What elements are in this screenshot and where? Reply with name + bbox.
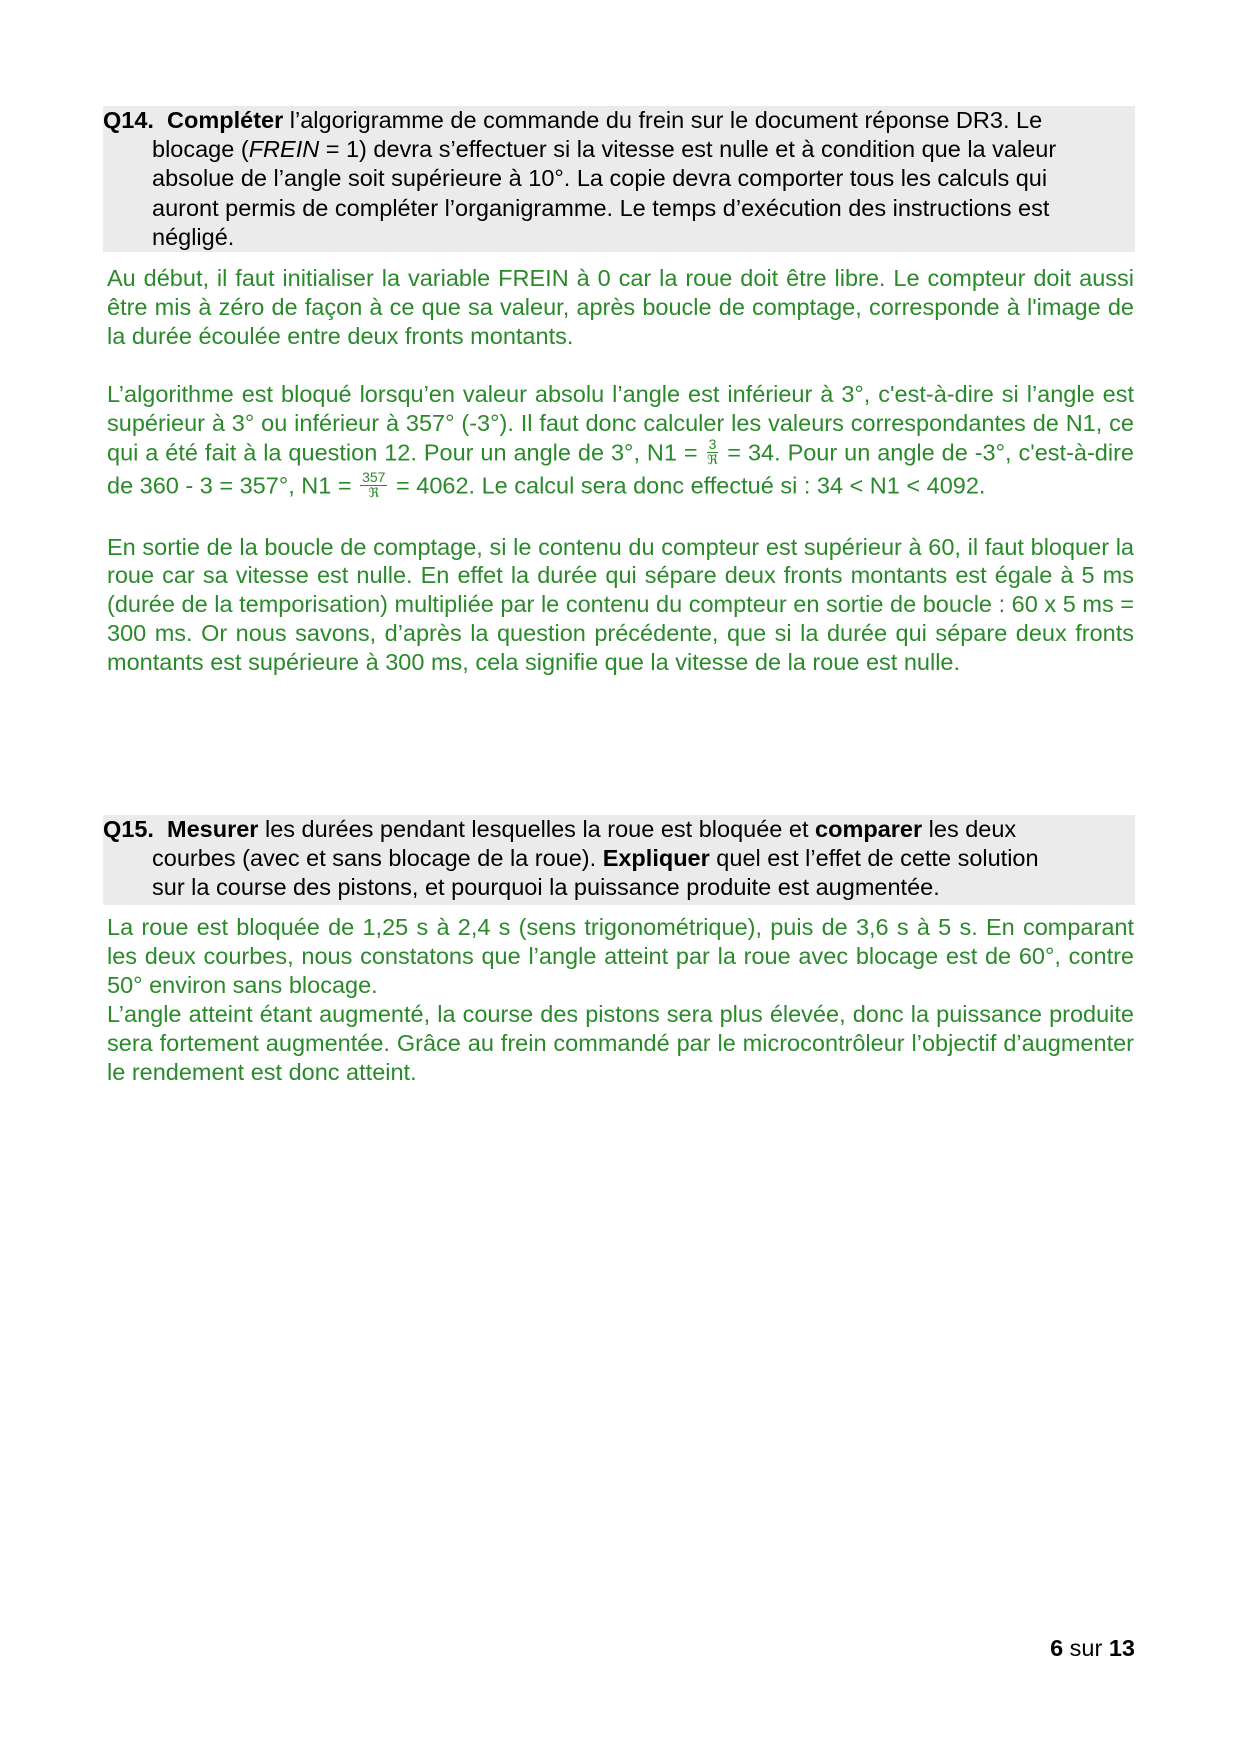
- fraction-denominator: ℜ: [368, 485, 380, 501]
- answer-q14-p2-c: = 4062. Le calcul sera donc effectué si : 34 < N1 < 4092.: [396, 472, 986, 499]
- question-q14: [103, 106, 1135, 252]
- answer-q14-p2-b: = 34. Pour un angle de -3°, c'est-à-dire de 360 - 3 = 357°, N1 =: [107, 439, 1134, 499]
- q15-line1-mid: les durées pendant lesquelles la roue est bloquée et: [258, 816, 816, 842]
- q14-line-4: auront permis de compléter l’organigramme. Le temps d’exécution des instructions est: [152, 194, 1050, 221]
- q14-line-1: [103, 106, 1135, 135]
- answer-q15-paragraph-1: La roue est bloquée de 1,25 s à 2,4 s (sens trigonométrique), puis de 3,6 s à 5 s. En comparant les deux courbes, nous constatons que l’angle atteint par la roue avec blocage est de 60°, contre 50° environ sans blocage.: [107, 914, 1134, 998]
- fraction-numerator: 357: [362, 468, 386, 485]
- q14-line1-text: l’algorigramme de commande du frein sur le document réponse DR3. Le: [283, 107, 1043, 133]
- q15-verb-mesurer: Mesurer: [167, 816, 259, 842]
- q15-verb-comparer: comparer: [815, 816, 923, 842]
- answer-q14-paragraph-2: [107, 380, 1134, 504]
- q14-number: Q14.: [103, 107, 154, 133]
- q14-frein-var: FREIN: [248, 136, 320, 163]
- page-total: 13: [1108, 1635, 1135, 1661]
- q15-line2-a: courbes (avec et sans blocage de la roue).: [152, 845, 603, 872]
- fraction-denominator: ℜ: [707, 452, 718, 468]
- q14-line2-b: = 1) devra s’effectuer si la vitesse est nulle et à condition que la valeur: [319, 136, 1057, 163]
- q15-line-2: [103, 844, 1135, 873]
- answer-q14-paragraph-1: Au début, il faut initialiser la variable FREIN à 0 car la roue doit être libre. Le compteur doit aussi être mis à zéro de façon à ce que sa valeur, après boucle de comptage, corresponde à l'image de la durée écoulée entre deux fronts montants.: [107, 265, 1134, 349]
- q14-line-3: absolue de l’angle soit supérieure à 10°. La copie devra comporter tous les calculs qui: [152, 165, 1048, 192]
- question-q15: [103, 815, 1135, 905]
- answer-q14: [107, 264, 1134, 677]
- q14-verb: Compléter: [167, 107, 284, 133]
- q14-line-2: [103, 135, 1135, 164]
- answer-q14-p2-a: L’algorithme est bloqué lorsqu’en valeur absolu l’angle est inférieur à 3°, c'est-à-dire si l’angle est supérieur à 3° ou inférieur à 357° (-3°). Il faut donc calculer les valeurs correspondantes de N1, ce qui a été fait à la question 12. Pour un angle de 3°, N1 =: [107, 380, 1134, 466]
- fraction-3-over-r: [707, 436, 719, 469]
- fraction-numerator: 3: [708, 435, 717, 452]
- fraction-357-over-r: [360, 469, 387, 502]
- q15-line-1: [103, 815, 1135, 844]
- page-current: 6: [1050, 1635, 1064, 1661]
- q15-verb-expliquer: Expliquer: [602, 845, 710, 872]
- q15-number: Q15.: [103, 816, 154, 842]
- q15-line-3: sur la course des pistons, et pourquoi la puissance produite est augmentée.: [152, 874, 940, 901]
- page-sep: sur: [1069, 1635, 1103, 1661]
- q14-line2-a: blocage (: [152, 136, 249, 163]
- answer-q15: [107, 913, 1134, 1086]
- q15-line2-b: quel est l’effet de cette solution: [709, 845, 1039, 872]
- answer-q15-paragraph-2: L’angle atteint étant augmenté, la course des pistons sera plus élevée, donc la puissance produite sera fortement augmentée. Grâce au frein commandé par le microcontrôleur l’objectif d’augmenter le rendement est donc atteint.: [107, 1000, 1134, 1085]
- q14-line-5: négligé.: [152, 223, 235, 250]
- q15-line1-end: les deux: [922, 816, 1017, 842]
- page-number: [1050, 1635, 1135, 1662]
- answer-q14-paragraph-3: En sortie de la boucle de comptage, si le contenu du compteur est supérieur à 60, il faut bloquer la roue car sa vitesse est nulle. En effet la durée qui sépare deux fronts montants est égale à 5 ms (durée de la temporisation) multipliée par le contenu du compteur en sortie de boucle : 60 x 5 ms = 300 ms. Or nous savons, d’après la question précédente, que si la durée qui sépare deux fronts montants est supérieure à 300 ms, cela signifie que la vitesse de la roue est nulle.: [107, 533, 1134, 676]
